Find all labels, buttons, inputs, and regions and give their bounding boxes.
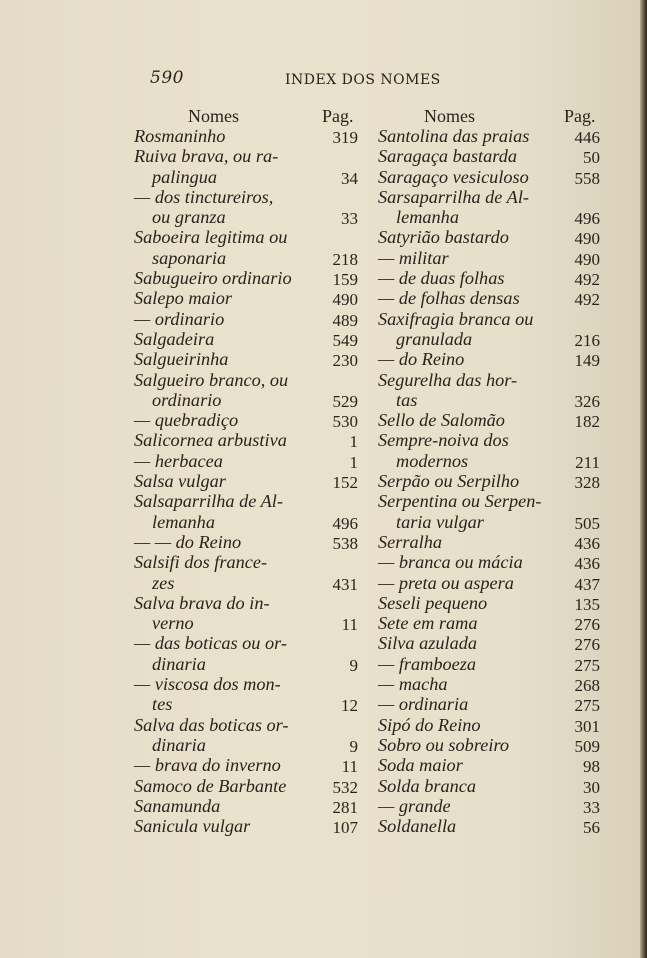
entry-name: Saboeira legitima ou	[134, 227, 288, 248]
entry-page-number: 182	[574, 412, 600, 432]
entry-page-number: 98	[583, 757, 600, 777]
index-entry	[378, 735, 600, 755]
index-entry	[378, 329, 600, 349]
index-entry	[134, 633, 358, 653]
entry-name: — ordinario	[134, 308, 225, 329]
entry-name: — militar	[378, 247, 449, 268]
index-entry	[134, 309, 358, 329]
entry-name: Sanamunda	[134, 795, 221, 816]
entry-page-number: 489	[332, 310, 358, 330]
index-entry	[134, 552, 358, 572]
entry-name: Salsa vulgar	[134, 471, 226, 492]
index-entry	[378, 654, 600, 674]
entry-name: Salgueirinha	[134, 349, 229, 370]
entry-page-number: 33	[583, 797, 600, 817]
entry-page-number: 490	[332, 290, 358, 310]
index-entry	[378, 309, 600, 329]
index-entry	[378, 349, 600, 369]
index-entry	[134, 187, 358, 207]
entry-name: — das boticas ou or-	[134, 633, 287, 654]
index-entry	[378, 776, 600, 796]
entry-name: Sarsaparrilha de Al-	[378, 186, 529, 207]
page-edge	[640, 0, 647, 958]
index-entry	[134, 776, 358, 796]
index-entry	[134, 390, 358, 410]
entry-page-number: 218	[332, 249, 358, 269]
entry-page-number: 530	[332, 412, 358, 432]
entry-name: — quebradiço	[134, 410, 239, 431]
entry-page-number: 135	[574, 594, 600, 614]
index-entry	[378, 613, 600, 633]
entry-page-number: 496	[332, 513, 358, 533]
index-entry	[134, 532, 358, 552]
index-entry	[134, 512, 358, 532]
entry-name: Silva azulada	[378, 633, 478, 654]
entry-name: Sanicula vulgar	[134, 816, 251, 837]
entry-page-number: 492	[574, 270, 600, 290]
index-entry	[134, 167, 358, 187]
index-entry	[134, 430, 358, 450]
index-entry	[378, 573, 600, 593]
entry-page-number: 276	[574, 635, 600, 655]
entry-page-number: 505	[574, 513, 600, 533]
entry-page-number: 431	[332, 574, 358, 594]
entry-name: tes	[152, 694, 173, 715]
index-entry	[134, 207, 358, 227]
entry-page-number: 436	[574, 554, 600, 574]
index-entry	[378, 532, 600, 552]
entry-page-number: 11	[341, 615, 358, 635]
entry-name: Serpão ou Serpilho	[378, 471, 520, 492]
entry-name: verno	[152, 613, 194, 634]
entry-name: granulada	[396, 328, 473, 349]
entry-name: Salepo maior	[134, 288, 233, 309]
entry-name: — grande	[378, 795, 451, 816]
entry-name: zes	[152, 572, 175, 593]
index-entry	[378, 227, 600, 247]
index-entry	[134, 796, 358, 816]
entry-page-number: 328	[574, 473, 600, 493]
left-names-header: Nomes	[188, 106, 239, 126]
entry-name: saponaria	[152, 247, 227, 268]
index-entry	[378, 694, 600, 714]
entry-page-number: 11	[341, 757, 358, 777]
entry-page-number: 107	[332, 818, 358, 838]
index-entry	[134, 227, 358, 247]
entry-page-number: 275	[574, 655, 600, 675]
index-entry	[378, 288, 600, 308]
entry-name: Salva brava do in-	[134, 592, 270, 613]
entry-name: Salicornea arbustiva	[134, 430, 287, 451]
entry-page-number: 492	[574, 290, 600, 310]
entry-page-number: 326	[574, 391, 600, 411]
entry-name: Rosmaninho	[134, 126, 226, 146]
index-entry	[134, 735, 358, 755]
entry-name: dinaria	[152, 653, 206, 674]
entry-page-number: 1	[349, 452, 358, 472]
index-entry	[134, 248, 358, 268]
right-index-column	[378, 126, 600, 836]
index-entry	[378, 187, 600, 207]
entry-page-number: 437	[574, 574, 600, 594]
entry-name: — brava do inverno	[134, 755, 281, 776]
entry-name: — preta ou aspera	[378, 572, 514, 593]
index-entry	[378, 126, 600, 146]
entry-name: Saxifragia branca ou	[378, 308, 534, 329]
entry-name: Salsifi dos france-	[134, 552, 268, 573]
index-entry	[378, 512, 600, 532]
index-entry	[378, 146, 600, 166]
entry-page-number: 230	[332, 351, 358, 371]
index-entry	[134, 613, 358, 633]
index-entry	[134, 329, 358, 349]
entry-page-number: 538	[332, 533, 358, 553]
index-entry	[134, 674, 358, 694]
entry-name: Sete em rama	[378, 613, 478, 634]
entry-name: palingua	[152, 166, 218, 187]
entry-page-number: 319	[332, 128, 358, 147]
entry-name: — de folhas densas	[378, 288, 520, 309]
entry-page-number: 159	[332, 270, 358, 290]
entry-name: — herbacea	[134, 450, 223, 471]
index-entry	[378, 816, 600, 836]
entry-name: Satyrião bastardo	[378, 227, 509, 248]
entry-page-number: 490	[574, 249, 600, 269]
index-entry	[134, 370, 358, 390]
entry-page-number: 268	[574, 676, 600, 696]
entry-page-number: 30	[583, 777, 600, 797]
entry-name: Salsaparrilha de Al-	[134, 491, 283, 512]
index-entry	[134, 593, 358, 613]
entry-name: Segurelha das hor-	[378, 369, 518, 390]
index-entry	[378, 674, 600, 694]
index-entry	[134, 268, 358, 288]
left-index-column	[134, 126, 358, 836]
index-entry	[134, 573, 358, 593]
entry-name: taria vulgar	[396, 511, 484, 532]
entry-page-number: 509	[574, 736, 600, 756]
index-entry	[378, 552, 600, 572]
entry-name: — — do Reino	[134, 531, 242, 552]
entry-name: Samoco de Barbante	[134, 775, 287, 796]
index-entry	[378, 430, 600, 450]
entry-name: ou granza	[152, 207, 226, 228]
entry-name: Salgadeira	[134, 328, 215, 349]
right-page-header: Pag.	[564, 106, 596, 126]
index-entry	[134, 491, 358, 511]
entry-page-number: 34	[341, 168, 358, 188]
entry-name: Soda maior	[378, 755, 463, 776]
entry-page-number: 446	[574, 128, 600, 147]
entry-name: Salva das boticas or-	[134, 714, 289, 735]
entry-page-number: 50	[583, 148, 600, 168]
entry-name: lemanha	[396, 207, 459, 228]
entry-name: tas	[396, 389, 418, 410]
entry-name: ordinario	[152, 389, 222, 410]
entry-page-number: 281	[332, 797, 358, 817]
entry-name: — de duas folhas	[378, 268, 505, 289]
entry-name: Serpentina ou Serpen-	[378, 491, 542, 512]
index-entry	[134, 694, 358, 714]
entry-page-number: 549	[332, 330, 358, 350]
entry-name: — ordinaria	[378, 694, 469, 715]
index-entry	[378, 796, 600, 816]
index-entry	[378, 370, 600, 390]
index-entry	[134, 715, 358, 735]
left-page-header: Pag.	[322, 106, 354, 126]
entry-page-number: 558	[574, 168, 600, 188]
entry-name: Solda branca	[378, 775, 477, 796]
entry-name: — dos tinctureiros,	[134, 186, 274, 207]
page-number: 590	[150, 68, 184, 88]
index-entry	[378, 167, 600, 187]
index-entry	[134, 146, 358, 166]
index-entry	[134, 471, 358, 491]
entry-page-number: 301	[574, 716, 600, 736]
entry-page-number: 9	[349, 736, 358, 756]
entry-page-number: 1	[349, 432, 358, 452]
index-entry	[134, 410, 358, 430]
index-entry	[378, 755, 600, 775]
entry-name: Sello de Salomão	[378, 410, 505, 431]
index-entry	[378, 207, 600, 227]
index-entry	[134, 126, 358, 146]
index-entry	[378, 248, 600, 268]
index-entry	[134, 654, 358, 674]
entry-page-number: 532	[332, 777, 358, 797]
entry-name: Saragaça bastarda	[378, 146, 517, 167]
entry-page-number: 216	[574, 330, 600, 350]
entry-name: lemanha	[152, 511, 215, 532]
entry-name: Ruiva brava, ou ra-	[134, 146, 279, 167]
index-entry	[378, 451, 600, 471]
index-entry	[378, 633, 600, 653]
entry-page-number: 436	[574, 533, 600, 553]
index-entry	[378, 390, 600, 410]
entry-name: modernos	[396, 450, 469, 471]
index-entry	[134, 288, 358, 308]
index-entry	[378, 715, 600, 735]
entry-page-number: 33	[341, 209, 358, 229]
right-names-header: Nomes	[424, 106, 475, 126]
index-entry	[378, 410, 600, 430]
entry-name: dinaria	[152, 734, 206, 755]
page-title: INDEX DOS NOMES	[285, 72, 441, 88]
entry-page-number: 275	[574, 696, 600, 716]
entry-name: Sempre-noiva dos	[378, 430, 509, 451]
entry-name: — branca ou mácia	[378, 552, 523, 573]
index-entry	[134, 816, 358, 836]
entry-page-number: 12	[341, 696, 358, 716]
entry-page-number: 149	[574, 351, 600, 371]
entry-name: Salgueiro branco, ou	[134, 369, 289, 390]
entry-page-number: 56	[583, 818, 600, 838]
entry-name: Santolina das praias	[378, 126, 530, 146]
index-entry	[134, 755, 358, 775]
entry-page-number: 211	[575, 452, 600, 472]
entry-name: Sabugueiro ordinario	[134, 268, 292, 289]
index-entry	[378, 491, 600, 511]
entry-page-number: 9	[349, 655, 358, 675]
index-entry	[378, 471, 600, 491]
entry-name: Soldanella	[378, 816, 457, 837]
entry-page-number: 529	[332, 391, 358, 411]
entry-name: — viscosa dos mon-	[134, 674, 281, 695]
entry-page-number: 152	[332, 473, 358, 493]
entry-name: — framboeza	[378, 653, 477, 674]
entry-name: — do Reino	[378, 349, 465, 370]
entry-name: — macha	[378, 674, 448, 695]
entry-name: Sobro ou sobreiro	[378, 734, 510, 755]
entry-page-number: 276	[574, 615, 600, 635]
index-entry	[378, 593, 600, 613]
entry-name: Sipó do Reino	[378, 714, 481, 735]
index-entry	[134, 451, 358, 471]
entry-page-number: 490	[574, 229, 600, 249]
entry-name: Saragaço vesiculoso	[378, 166, 529, 187]
entry-name: Seseli pequeno	[378, 592, 488, 613]
index-entry	[134, 349, 358, 369]
entry-name: Serralha	[378, 531, 442, 552]
entry-page-number: 496	[574, 209, 600, 229]
index-entry	[378, 268, 600, 288]
